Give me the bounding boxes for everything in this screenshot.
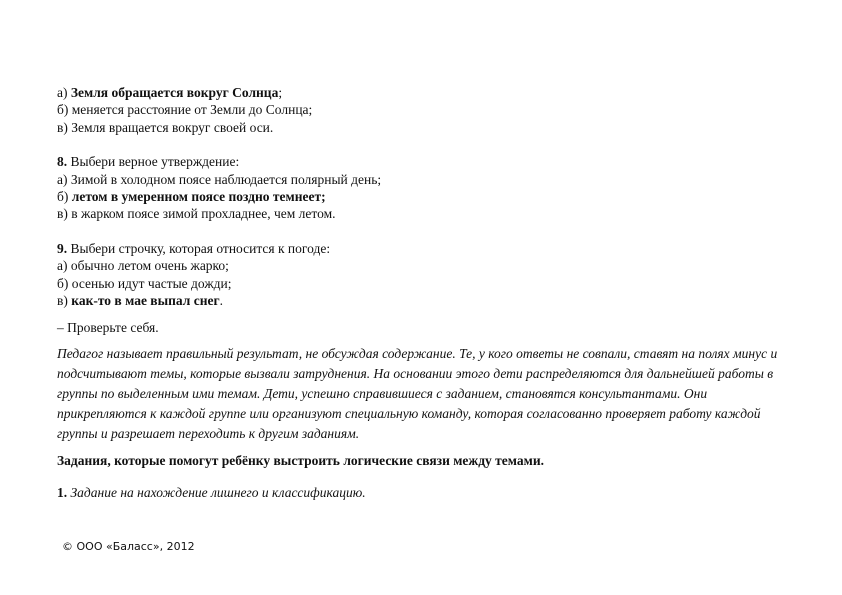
q9-option-v-answer: как-то в мае выпал снег — [71, 293, 220, 309]
q9-option-b: б) осенью идут частые дожди; — [57, 275, 232, 291]
section-heading: Задания, которые помогут ребёнку выстроить логические связи между темами. — [57, 452, 544, 468]
question-9: 9. Выбери строчку, которая относится к погоде: — [57, 240, 331, 256]
question-8: 8. Выбери верное утверждение: — [57, 154, 240, 170]
q9-option-v: в) как-то в мае выпал снег. — [57, 293, 224, 309]
q9-option-a: а) обычно летом очень жарко; — [57, 258, 229, 274]
check-yourself: – Проверьте себя. — [57, 320, 159, 336]
task-1-text: Задание на нахождение лишнего и классификацию. — [67, 484, 366, 500]
question-9-number: 9. — [57, 240, 68, 256]
q8-option-a: а) Зимой в холодном поясе наблюдается полярный день; — [57, 171, 382, 187]
q7-option-a: а) Земля обращается вокруг Солнца; — [57, 85, 283, 100]
document-page — [57, 84, 787, 501]
copyright-footer: © ООО «Баласс», 2012 — [62, 540, 195, 553]
q7-option-b: б) меняется расстояние от Земли до Солнца; — [57, 102, 313, 118]
question-8-number: 8. — [57, 154, 68, 170]
q8-option-v: в) в жарком поясе зимой прохладнее, чем летом. — [57, 206, 336, 222]
q8-option-b: б) летом в умеренном поясе поздно темнеет; — [57, 189, 326, 205]
teacher-note: Педагог называет правильный результат, не обсуждая содержание. Те, у кого ответы не совпали, ставят на полях минус и подсчитывают темы, которые вызвали затруднения. На основании этого дети распределяются для дальнейшей работы в группы по выделенным ими темам. Дети, успешно справившиеся с заданием, становятся консультантами. Они прикрепляются к каждой группе или организуют специальную команду, которая согласованно проверяет работу каждой группы и разрешает переходить к другим заданиям. — [57, 345, 778, 441]
task-1 — [57, 484, 787, 501]
q7-option-a-answer: Земля обращается вокруг Солнца — [70, 85, 279, 100]
task-1-number: 1. — [57, 484, 68, 500]
q8-option-b-answer: летом в умеренном поясе поздно темнеет; — [71, 189, 326, 205]
q7-option-v: в) Земля вращается вокруг своей оси. — [57, 119, 274, 135]
